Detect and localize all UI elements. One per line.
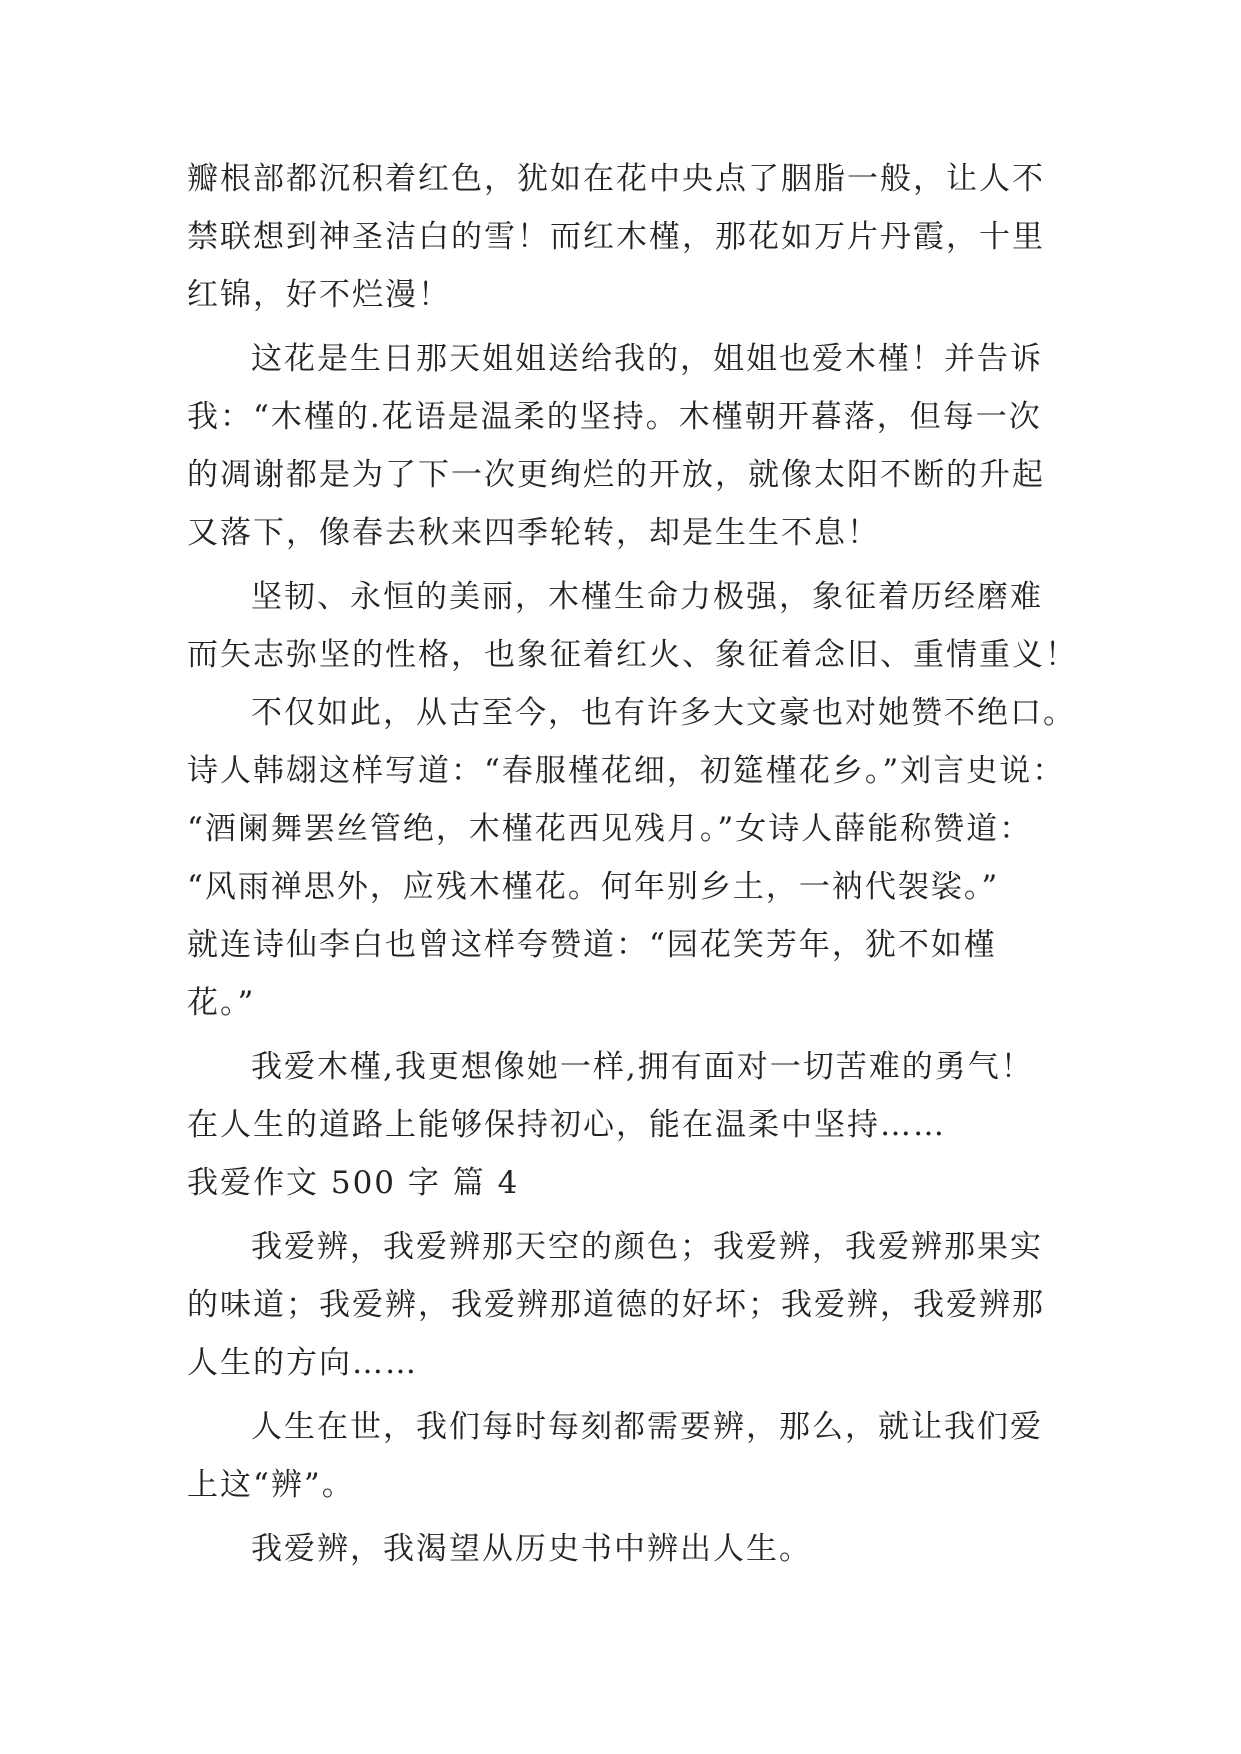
- paragraph-first-line: 不仅如此，从古至今，也有许多大文豪也对她赞不绝口。: [251, 695, 1076, 731]
- text-line: 而矢志弥坚的性格，也象征着红火、象征着念旧、重情重义！: [187, 637, 1078, 673]
- section-heading: 我爱作文 500 字 篇 4: [187, 1165, 520, 1201]
- text-line: 红锦，好不烂漫！: [187, 277, 451, 313]
- paragraph-first-line: 人生在世，我们每时每刻都需要辨，那么，就让我们爱: [251, 1409, 1043, 1445]
- paragraph-first-line: 坚韧、永恒的美丽，木槿生命力极强，象征着历经磨难: [251, 579, 1043, 615]
- text-line: “风雨禅思外，应残木槿花。何年别乡土，一衲代袈裟。”: [187, 869, 1000, 905]
- paragraph-first-line: 我爱辨，我爱辨那天空的颜色；我爱辨，我爱辨那果实: [251, 1229, 1043, 1265]
- text-line: 在人生的道路上能够保持初心，能在温柔中坚持……: [187, 1107, 946, 1143]
- paragraph-first-line: 我爱辨，我渴望从历史书中辨出人生。: [251, 1531, 812, 1567]
- text-line: 就连诗仙李白也曾这样夸赞道：“园花笑芳年，犹不如槿: [187, 927, 997, 963]
- text-line: 花。”: [187, 985, 256, 1021]
- paragraph-first-line: 这花是生日那天姐姐送给我的，姐姐也爱木槿！并告诉: [251, 341, 1043, 377]
- text-line: 诗人韩翃这样写道：“春服槿花细，初筵槿花乡。”刘言史说：: [187, 753, 1066, 789]
- paragraph-first-line: 我爱木槿,我更想像她一样,拥有面对一切苦难的勇气！: [251, 1049, 1034, 1085]
- text-line: 又落下，像春去秋来四季轮转，却是生生不息！: [187, 515, 880, 551]
- text-line: 的味道；我爱辨，我爱辨那道德的好坏；我爱辨，我爱辨那: [187, 1287, 1045, 1323]
- text-line: 我：“木槿的.花语是温柔的坚持。木槿朝开暮落，但每一次: [187, 399, 1042, 435]
- text-line: “酒阑舞罢丝管绝，木槿花西见残月。”女诗人薛能称赞道：: [187, 811, 1033, 847]
- text-line: 人生的方向……: [187, 1345, 418, 1381]
- text-line: 禁联想到神圣洁白的雪！而红木槿，那花如万片丹霞，十里: [187, 219, 1045, 255]
- document-body: [187, 150, 1078, 1578]
- text-line: 的凋谢都是为了下一次更绚烂的开放，就像太阳不断的升起: [187, 457, 1045, 493]
- text-line: 瓣根部都沉积着红色，犹如在花中央点了胭脂一般，让人不: [187, 161, 1045, 197]
- text-line: 上这“辨”。: [187, 1467, 355, 1503]
